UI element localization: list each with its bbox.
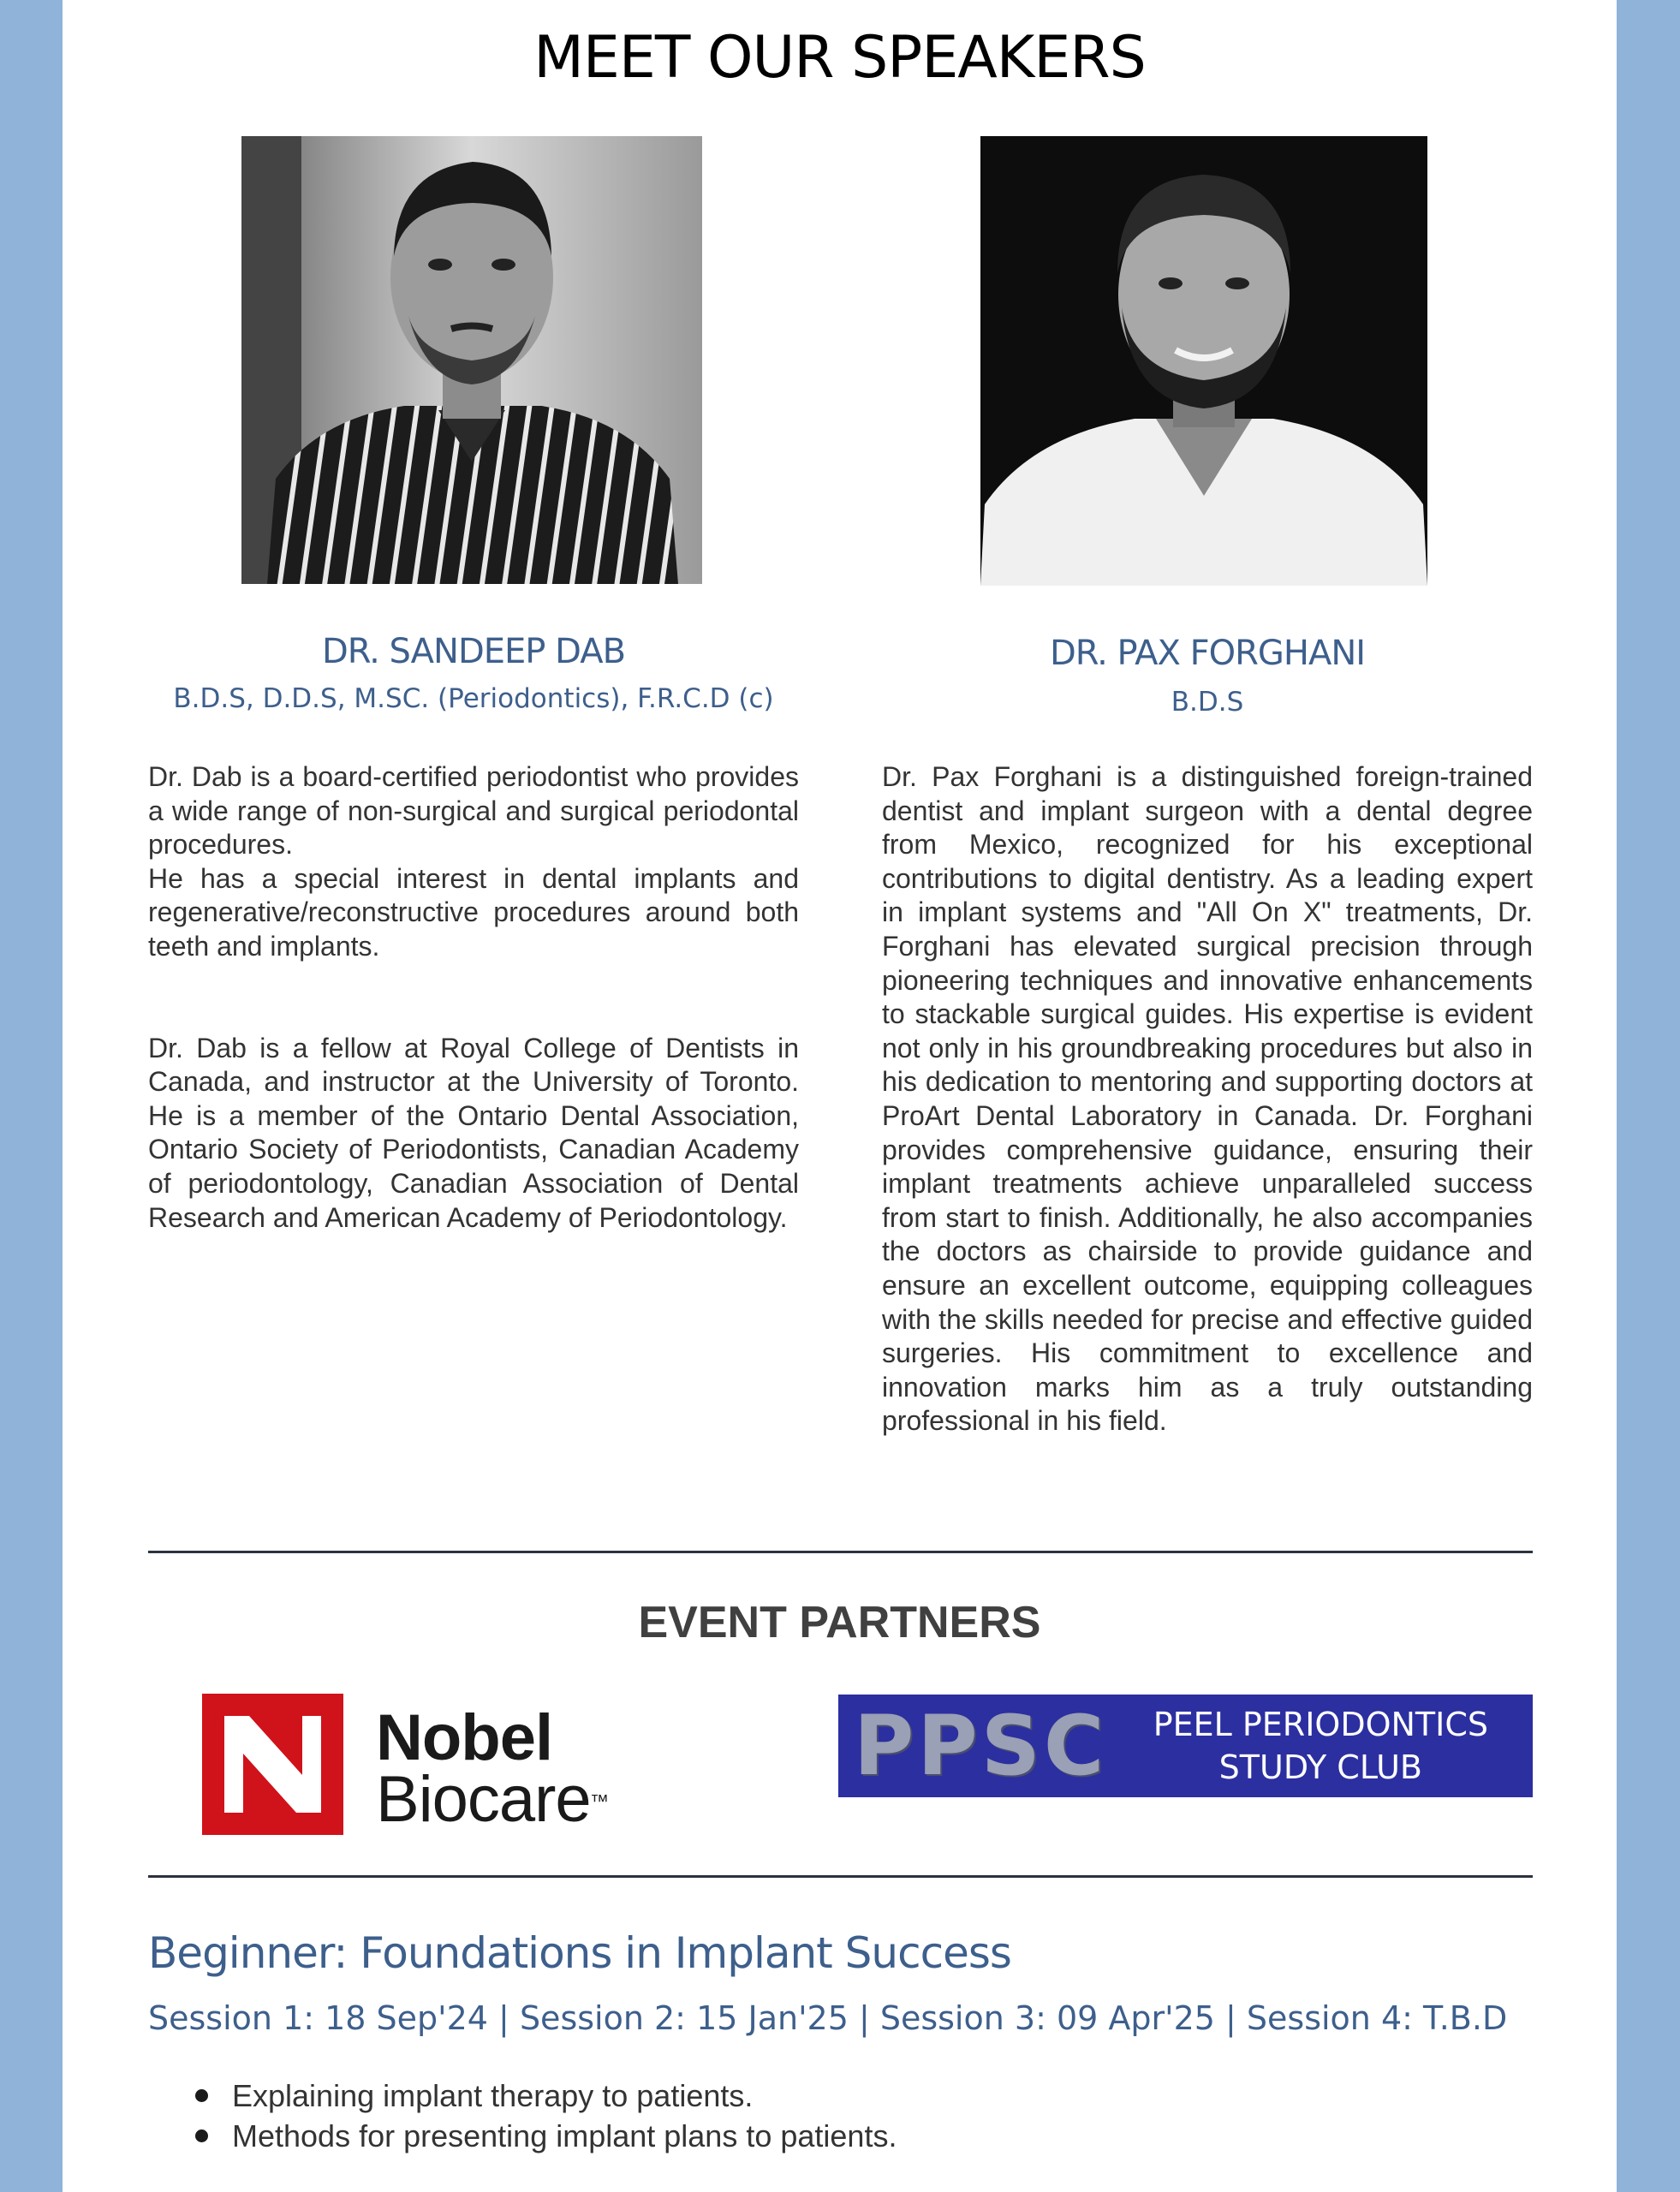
ppsc-logo: [838, 1695, 1533, 1797]
ppsc-club-name: [1153, 1703, 1488, 1789]
section-divider: [148, 1875, 1533, 1878]
list-item: [148, 2076, 1433, 2116]
section-divider: [148, 1551, 1533, 1553]
bio-paragraph: Dr. Pax Forghani is a distinguished foreign-trained dentist and implant surgeon with a dental degree from Mexico, recognized for his exceptional contributions to digital dentistry. As a leading expert in implant systems and "All On X" treatments, Dr. Forghani has elevated surgical precision through pioneering techniques and innovative enhancements to stackable surgical guides. His expertise is evident not only in his groundbreaking procedures but also in his dedication to mentoring and supporting doctors at ProArt Dental Laboratory in Canada. Dr. Forghani provides comprehensive guidance, ensuring their implant treatments achieve unparalleled success from start to finish. Additionally, he also accompanies the doctors as chairside to provide guidance and ensure an excellent outcome, equipping colleagues with the skills needed for precise and effective guided surgeries. His commitment to excellence and innovation marks him as a truly outstanding professional in his field.: [882, 761, 1533, 1437]
course-topics-list: [148, 2076, 1433, 2156]
nobel-word: Nobel: [376, 1701, 553, 1774]
course-title: Beginner: Foundations in Implant Success: [148, 1928, 1011, 1978]
speaker-bio-forghani: [882, 760, 1533, 1438]
list-item-text: Methods for presenting implant plans to patients.: [232, 2118, 897, 2153]
bio-paragraph: Dr. Dab is a fellow at Royal College of Dentists in Canada, and instructor at the University of Toronto. He is a member of the Ontario Dental Association, Ontario Society of Periodontists, Canadian Academy of periodontology, Canadian Association of Dental Research and American Academy of Periodontology.: [148, 1032, 799, 1233]
list-item-text: Explaining implant therapy to patients.: [232, 2078, 754, 2113]
speaker-name-forghani: DR. PAX FORGHANI: [1049, 634, 1366, 673]
ppsc-line1: PEEL PERIODONTICS: [1153, 1706, 1488, 1743]
speaker-credentials-forghani: B.D.S: [1171, 687, 1244, 718]
bio-paragraph: Dr. Dab is a board-certified periodontist who provides a wide range of non-surgical and surgical periodontal procedures.: [148, 761, 799, 861]
ppsc-letters: PPSC: [854, 1698, 1108, 1794]
bullet-icon: [195, 2129, 208, 2142]
bio-paragraph: He has a special interest in dental implants and regenerative/reconstructive procedures around both teeth and implants.: [148, 862, 799, 962]
list-item: [148, 2116, 1433, 2156]
partners-heading: EVENT PARTNERS: [638, 1598, 1041, 1647]
nobel-mark-icon: [202, 1694, 343, 1835]
speaker-photo-forghani: [980, 136, 1427, 586]
trademark: ™: [590, 1790, 609, 1812]
speaker-photo-dab: [241, 136, 702, 584]
speaker-credentials-dab: B.D.S, D.D.S, M.SC. (Periodontics), F.R.C.D (c): [173, 683, 774, 714]
page-title: MEET OUR SPEAKERS: [533, 24, 1146, 92]
bullet-icon: [195, 2089, 208, 2102]
nobel-biocare-logo: [202, 1694, 647, 1835]
course-sessions: Session 1: 18 Sep'24 | Session 2: 15 Jan'25 | Session 3: 09 Apr'25 | Session 4: T.B.D: [148, 1999, 1508, 2037]
speaker-bio-dab: [148, 760, 799, 1235]
speaker-name-dab: DR. SANDEEP DAB: [321, 632, 626, 671]
biocare-word: Biocare: [376, 1763, 591, 1836]
ppsc-line2: STUDY CLUB: [1218, 1748, 1422, 1786]
flyer-page: [63, 0, 1617, 2192]
